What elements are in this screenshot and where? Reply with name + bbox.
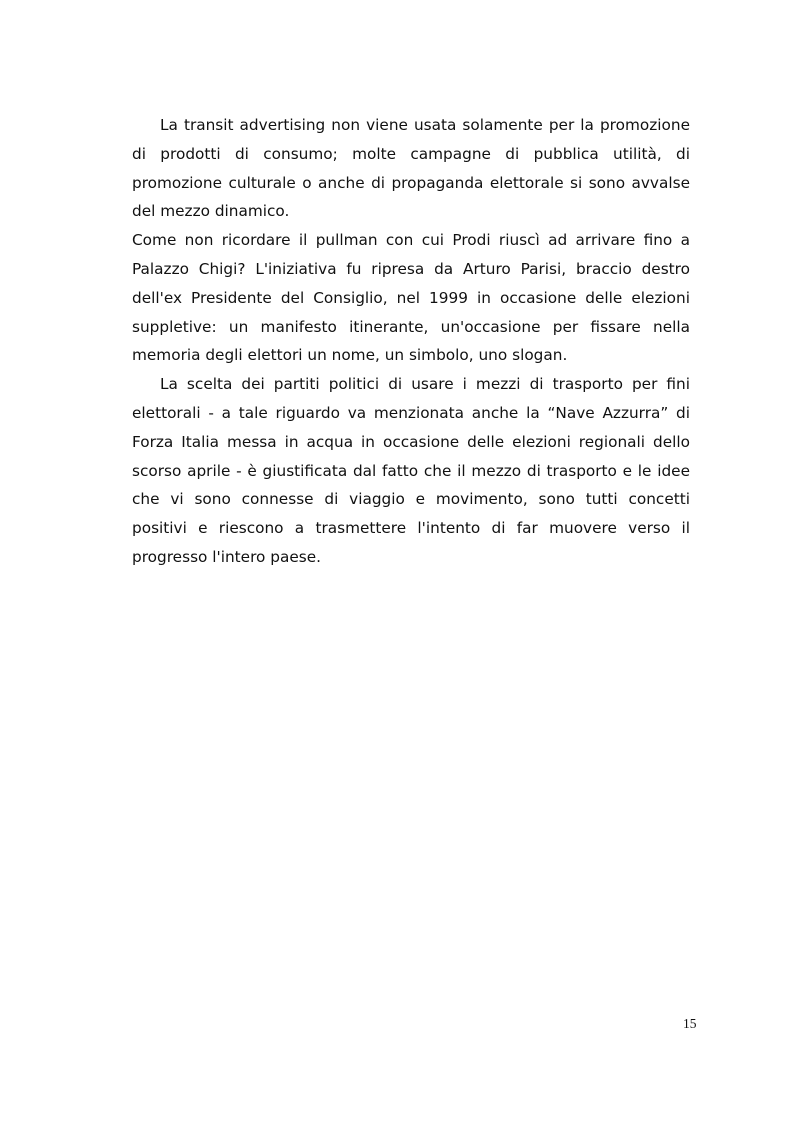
paragraph-prodi-pullman: Come non ricordare il pullman con cui Prodi riuscì ad arrivare fino a Palazzo Chigi? L'iniziativa fu ripresa da Arturo Parisi, braccio destro dell'ex Presidente del Consiglio, nel 1999 in occasione delle elezioni suppletive: un manifesto itinerante, un'occasione per fissare nella memoria degli elettori un nome, un simbolo, uno slogan. [132, 231, 690, 365]
body-text [132, 111, 690, 572]
page-number: 15 [683, 1016, 697, 1031]
paragraph-partiti-politici: La scelta dei partiti politici di usare i mezzi di trasporto per fini elettorali - a tale riguardo va menzionata anche la “Nave Azzurra” di Forza Italia messa in acqua in occasione delle elezioni regionali dello scorso aprile - è giustificata dal fatto che il mezzo di trasporto e le idee che vi sono connesse di viaggio e movimento, sono tutti concetti positivi e riescono a trasmettere l'intento di far muovere verso il progresso l'intero paese. [132, 375, 690, 566]
paragraph-transit-advertising: La transit advertising non viene usata solamente per la promozione di prodotti di consumo; molte campagne di pubblica utilità, di promozione culturale o anche di propaganda elettorale si sono avvalse del mezzo dinamico. [132, 116, 690, 221]
